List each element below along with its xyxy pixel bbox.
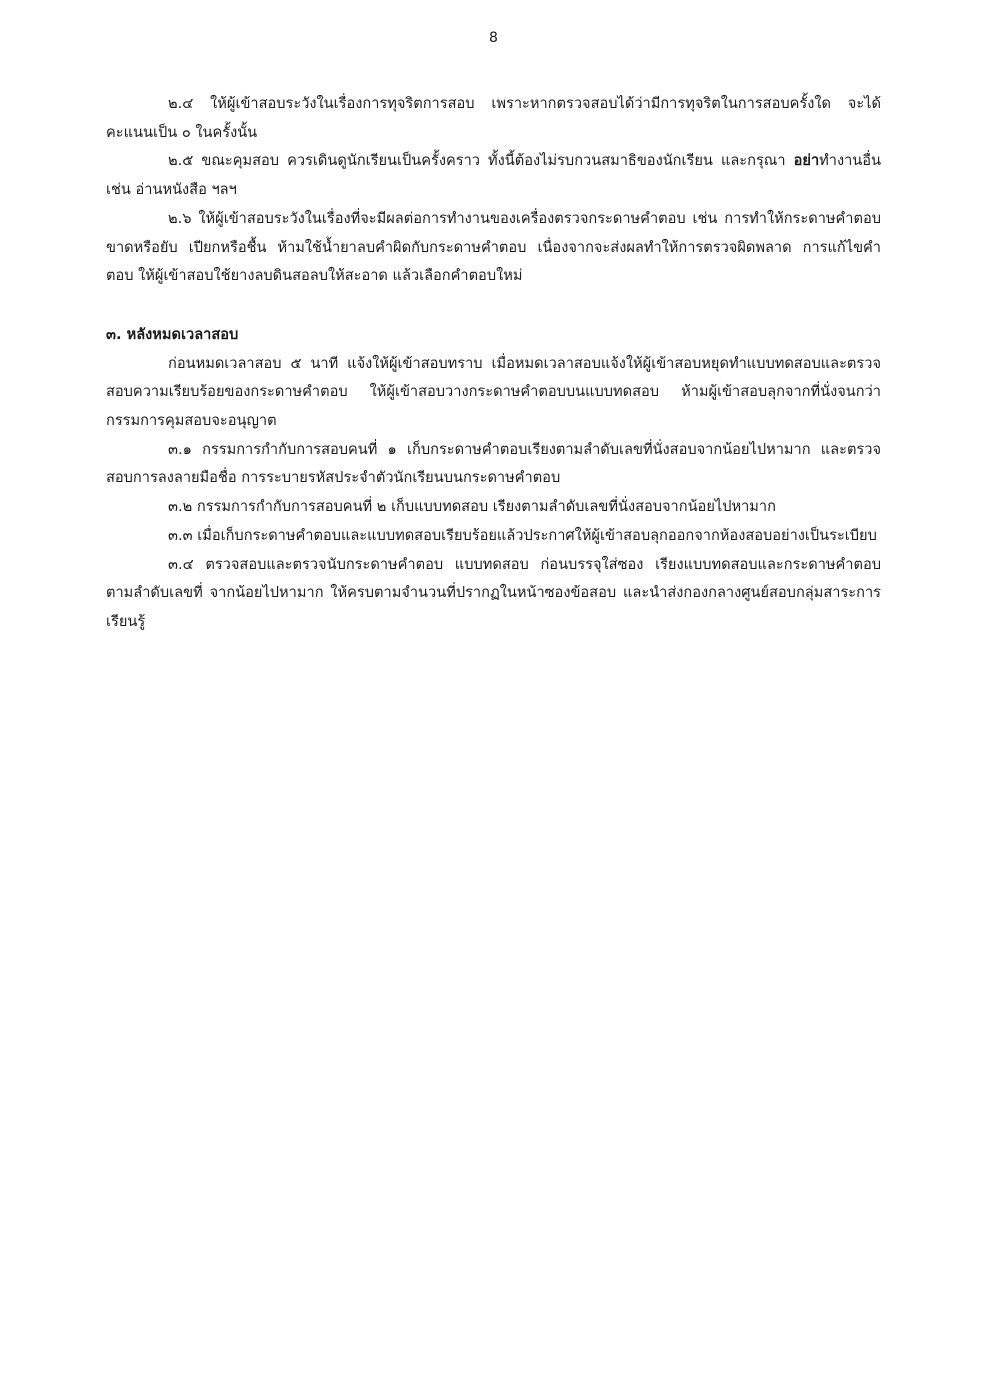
paragraph-2-6: ๒.๖ ให้ผู้เข้าสอบระวังในเรื่องที่จะมีผลต่อการทำงานของเครื่องตรวจกระดาษคำตอบ เช่น การทำให้กระดาษคำตอบขาดหรือยับ เปียกหรือชื้น ห้ามใช้น้ำยาลบคำผิดกับกระดาษคำตอบ เนื่องจากจะส่งผลทำให้การตรวจผิดพลาด การแก้ไขคำตอบ ให้ผู้เข้าสอบใช้ยางลบดินสอลบให้สะอาด แล้วเลือกคำตอบใหม่ [106,209,881,285]
document-body [106,90,881,637]
section-3-intro: ก่อนหมดเวลาสอบ ๕ นาที แจ้งให้ผู้เข้าสอบทราบ เมื่อหมดเวลาสอบแจ้งให้ผู้เข้าสอบหยุดทำแบบทดสอบและตรวจสอบความเรียบร้อยของกระดาษคำตอบ ให้ผู้เข้าสอบวางกระดาษคำตอบบนแบบทดสอบ ห้ามผู้เข้าสอบลุกจากที่นั่งจนกว่ากรรมการคุมสอบจะอนุญาต [106,354,881,430]
paragraph-2-4: ๒.๔ ให้ผู้เข้าสอบระวังในเรื่องการทุจริตการสอบ เพราะหากตรวจสอบได้ว่ามีการทุจริตในการสอบครั้งใด จะได้คะแนนเป็น ๐ ในครั้งนั้น [106,95,881,141]
paragraph-2-5-bold-word: อย่า [793,152,820,170]
page-number: 8 [489,30,498,46]
paragraph-3-4: ๓.๔ ตรวจสอบและตรวจนับกระดาษคำตอบ แบบทดสอบ ก่อนบรรจุใส่ซอง เรียงแบบทดสอบและกระดาษคำตอบ ตามลำดับเลขที่ จากน้อยไปหามาก ให้ครบตามจำนวนที่ปรากฏในหน้าซองข้อสอบ และนำส่งกองกลางศูนย์สอบกลุ่มสาระการเรียนรู้ [106,555,881,630]
paragraph-2-5 [106,147,881,204]
paragraph-3-3: ๓.๓ เมื่อเก็บกระดาษคำตอบและแบบทดสอบเรียบร้อยแล้วประกาศให้ผู้เข้าสอบลุกออกจากห้องสอบอย่างเป็นระเบียบ [168,526,877,544]
paragraph-2-5-text-after: ทำงานอื่น เช่น อ่านหนังสือ ฯลฯ [106,152,881,199]
section-3-heading: ๓. หลังหมดเวลาสอบ [106,325,239,343]
paragraph-2-5-text-before: ๒.๕ ขณะคุมสอบ ควรเดินดูนักเรียนเป็นครั้งคราว ทั้งนี้ต้องไม่รบกวนสมาธิของนักเรียน และกรุณา [168,152,794,170]
paragraph-3-1: ๓.๑ กรรมการกำกับการสอบคนที่ ๑ เก็บกระดาษคำตอบเรียงตามลำดับเลขที่นั่งสอบจากน้อยไปหามาก และตรวจสอบการลงลายมือชื่อ การระบายรหัสประจำตัวนักเรียนบนกระดาษคำตอบ [106,440,881,487]
paragraph-3-2: ๓.๒ กรรมการกำกับการสอบคนที่ ๒ เก็บแบบทดสอบ เรียงตามลำดับเลขที่นั่งสอบจากน้อยไปหามาก [168,498,776,516]
